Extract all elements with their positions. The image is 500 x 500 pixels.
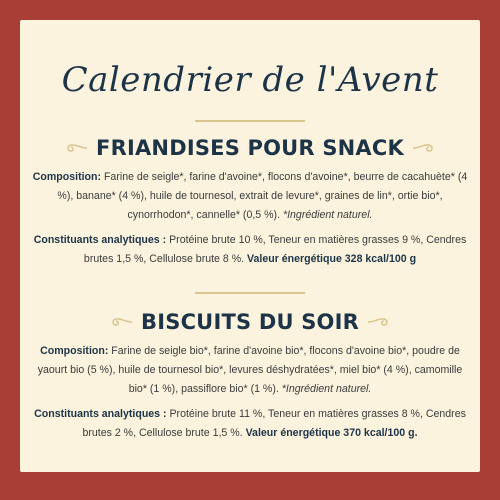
section-snack <box>20 136 480 269</box>
analytics-text: Protéine brute 10 %, Teneur en matières grasses 9 %, Cendres brutes 1,5 %, Cellulose brute 8 %. <box>83 234 467 265</box>
analytics-paragraph <box>32 231 468 269</box>
heading-text: BISCUITS DU SOIR <box>141 310 359 334</box>
analytics-paragraph <box>32 405 468 443</box>
middle-divider <box>195 292 305 294</box>
energy-value: Valeur énergétique 370 kcal/100 g. <box>245 427 418 439</box>
analytics-label: Constituants analytiques : <box>33 234 167 246</box>
heading-text: FRIANDISES POUR SNACK <box>96 136 404 160</box>
flourish-left-icon <box>62 142 88 154</box>
flourish-left-icon <box>107 316 133 328</box>
energy-value: Valeur énergétique 328 kcal/100 g <box>247 253 417 265</box>
section-heading <box>20 310 480 334</box>
section-biscuits <box>20 310 480 443</box>
page-title: Calendrier de l'Avent <box>61 60 439 100</box>
composition-text: Farine de seigle*, farine d'avoine*, flocons d'avoine*, beurre de cacahuète* (4 %), banane* (4 %), huile de tournesol, extrait de levure*, graines de lin*, ortie bio*, cynorrhodon*, cannelle* (0,5 %). <box>57 171 468 221</box>
flourish-right-icon <box>367 316 393 328</box>
flourish-right-icon <box>412 142 438 154</box>
composition-paragraph <box>32 342 468 399</box>
composition-label: Composition: <box>32 171 102 183</box>
composition-text: Farine de seigle bio*, farine d'avoine bio*, flocons d'avoine bio*, poudre de yaourt bio (5 %), huile de tournesol bio*, levures déshydratées*, miel bio* (4 %), camomille bio* (1 %), passiflore bio* (1 %). <box>37 345 463 395</box>
composition-label: Composition: <box>40 345 109 357</box>
analytics-label: Constituants analytiques : <box>34 408 167 420</box>
composition-note: *Ingrédient naturel. <box>281 383 372 395</box>
composition-paragraph <box>32 168 468 225</box>
top-divider <box>195 120 305 122</box>
composition-note: *Ingrédient naturel. <box>282 209 373 221</box>
label-card <box>20 20 480 472</box>
analytics-text: Protéine brute 11 %, Teneur en matières grasses 8 %, Cendres brutes 2 %, Cellulose brute 1,5 %. <box>82 408 466 439</box>
section-heading <box>20 136 480 160</box>
